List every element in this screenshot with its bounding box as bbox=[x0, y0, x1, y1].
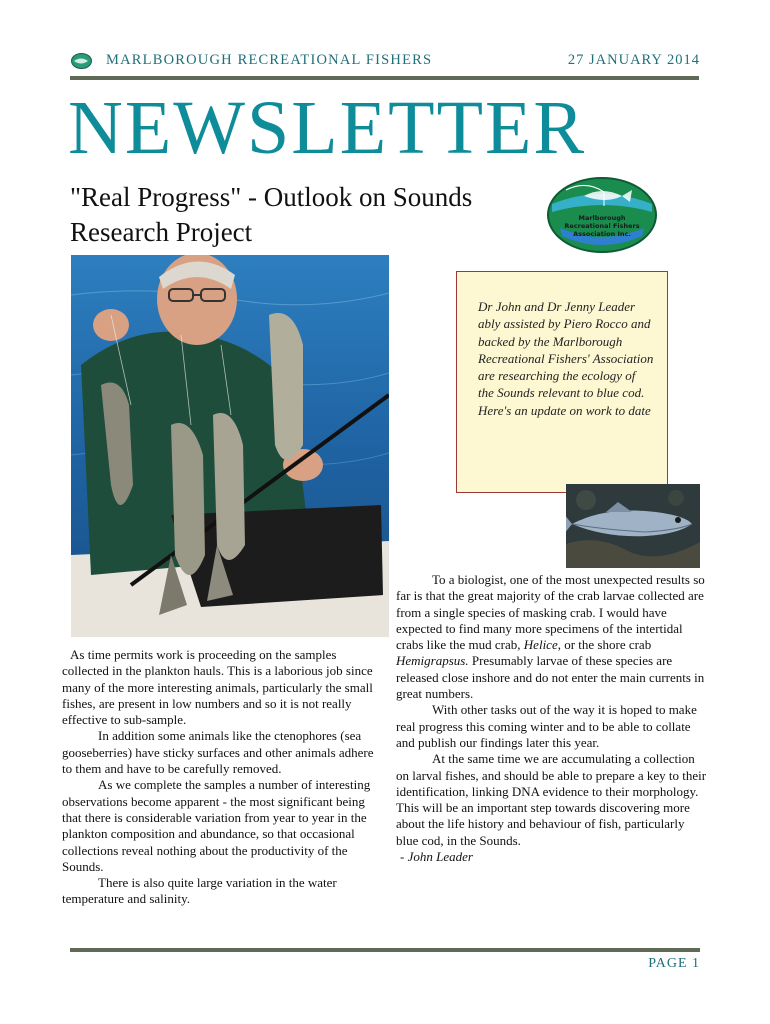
text-run: , or the shore crab bbox=[557, 637, 652, 653]
article-right-column bbox=[396, 572, 708, 865]
article-headline: "Real Progress" - Outlook on Sounds Research Project bbox=[70, 182, 473, 247]
page-number: PAGE 1 bbox=[648, 956, 700, 971]
masthead-title: NEWSLETTER bbox=[68, 86, 587, 170]
author-signoff: - John Leader bbox=[400, 849, 473, 865]
footer-divider bbox=[70, 948, 700, 952]
paragraph bbox=[396, 572, 708, 702]
paragraph: At the same time we are accumulating a collection on larval fishes, and should be able to prepare a key to their identification, linking DNA evidence to their morphology. This will be an important step towards discovering more about the life history and behaviour of fish, particularly blue cod, in the Sounds. bbox=[396, 751, 707, 848]
paragraph: In addition some animals like the ctenophores (sea gooseberries) have sticky surfaces and other animals adhere to them and have to be carefully removed. bbox=[62, 728, 374, 777]
logo-line-3: Association Inc. bbox=[573, 230, 631, 238]
intro-callout-text: Dr John and Dr Jenny Leader ably assisted by Piero Rocco and backed by the Marlborough Recreational Fishers' Association are researching the ecology of the Sounds relevant to blue cod. Here's an update on work to date bbox=[478, 299, 654, 418]
header-divider bbox=[70, 76, 699, 80]
organization-name: MARLBOROUGH RECREATIONAL FISHERS bbox=[106, 52, 433, 68]
text-run: Presumably larvae of these species are released close inshore and do not enter the main currents in great numbers. bbox=[396, 653, 705, 702]
article-left-column bbox=[62, 647, 376, 908]
paragraph: With other tasks out of the way it is hoped to make real progress this coming winter and to be able to collate and publish our findings later this year. bbox=[396, 702, 697, 750]
paragraph: There is also quite large variation in the water temperature and salinity. bbox=[62, 875, 337, 907]
paragraph: As time permits work is proceeding on the samples collected in the plankton hauls. This is a laborious job since many of the more interesting animals, particularly the small fishes, are present in low numbers and so it is not really effective to sub-sample. bbox=[62, 647, 373, 728]
fish-emblem-icon bbox=[71, 53, 92, 69]
logo-line-2: Recreational Fishers bbox=[564, 222, 640, 230]
logo-text bbox=[556, 214, 648, 238]
species-name: Hemigrapsus. bbox=[396, 653, 469, 669]
species-name: Helice bbox=[523, 637, 558, 653]
paragraph: As we complete the samples a number of interesting observations become apparent - the most significant being that there is considerable variation from year to year in the plankton composition and abundance, so that occasional collections reveal nothing about the productivity of the Sounds. bbox=[62, 777, 371, 874]
blue-cod-photo bbox=[566, 484, 700, 568]
issue-date: 27 JANUARY 2014 bbox=[567, 52, 700, 68]
logo-line-1: Marlborough bbox=[578, 214, 626, 222]
angler-photo bbox=[71, 255, 389, 637]
text-run: To a biologist, one of the most unexpected results so far is that the great majority of the crab larvae collected are from a single species of masking crab. I would have expected to find many more specimens of the intertidal crabs like the mud crab, bbox=[396, 572, 705, 653]
